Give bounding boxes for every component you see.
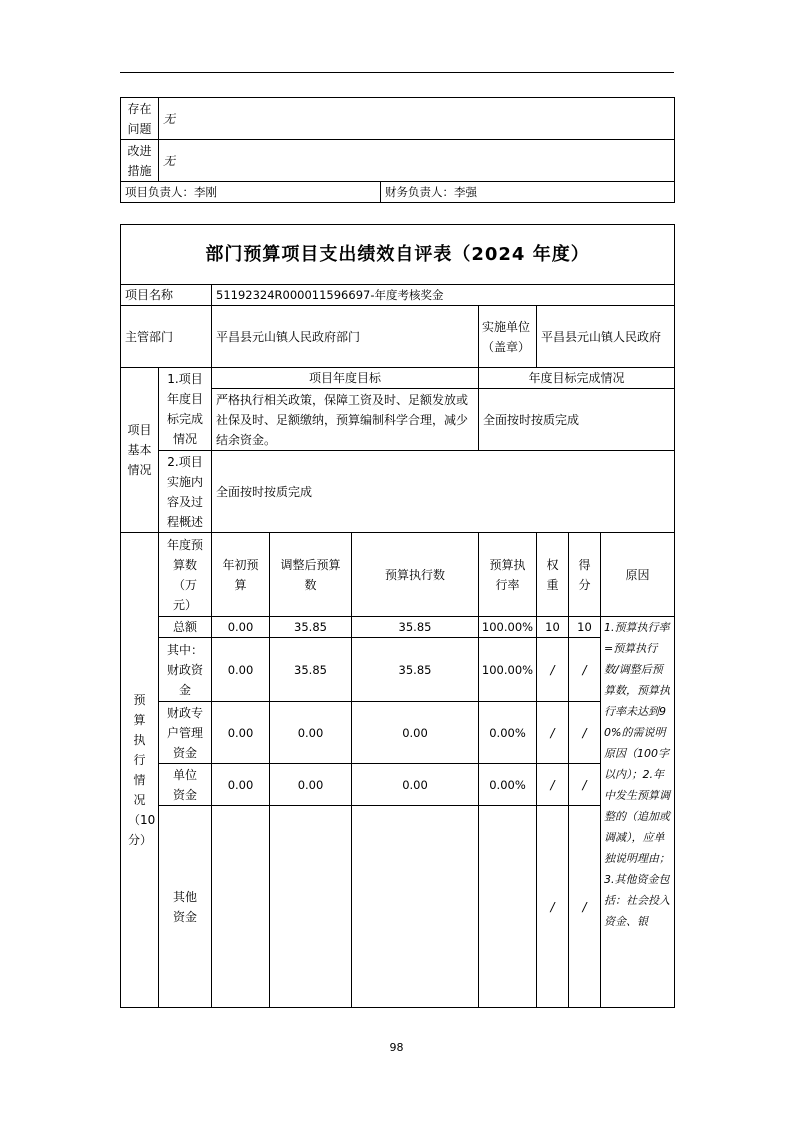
table-row <box>121 638 675 702</box>
header-rule <box>120 72 674 73</box>
header-reason: 原因 <box>601 533 675 617</box>
cell-adjusted: 35.85 <box>270 638 352 702</box>
dept-label: 主管部门 <box>121 306 212 368</box>
issues-value: 无 <box>159 98 675 140</box>
goal-done-text: 全面按时按质完成 <box>479 389 675 451</box>
goal-header: 项目年度目标 <box>212 368 479 389</box>
header-adjusted: 调整后预算数 <box>270 533 352 617</box>
cell-weight: 10 <box>537 617 569 638</box>
cell-executed <box>352 806 479 1008</box>
project-name-value: 51192324R000011596697-年度考核奖金 <box>212 285 675 306</box>
improve-label: 改进措施 <box>121 140 159 182</box>
cell-adjusted: 35.85 <box>270 617 352 638</box>
table-row <box>121 806 675 1008</box>
goal-label: 1.项目年度目标完成情况 <box>159 368 212 451</box>
cell-executed: 0.00 <box>352 764 479 806</box>
header-annual-budget: 年度预算数（万元） <box>159 533 212 617</box>
cell-executed: 0.00 <box>352 702 479 764</box>
cell-score: / <box>569 764 601 806</box>
reason-note: 1.预算执行率=预算执行数/调整后预算数，预算执行率未达到90%的需说明原因（100字以内）；2.年中发生预算调整的（追加或调减），应单独说明理由；3.其他资金包括：社会投入资金、银 <box>601 617 675 1008</box>
header-rate: 预算执行率 <box>479 533 537 617</box>
finance-lead: 财务负责人：李强 <box>381 182 675 203</box>
cell-score: 10 <box>569 617 601 638</box>
cell-adjusted: 0.00 <box>270 702 352 764</box>
cell-rate <box>479 806 537 1008</box>
page-number: 98 <box>389 1041 404 1054</box>
row-label: 其中：财政资金 <box>159 638 212 702</box>
goal-text: 严格执行相关政策，保障工资及时、足额发放或社保及时、足额缴纳，预算编制科学合理，减少结余资金。 <box>212 389 479 451</box>
cell-initial <box>212 806 270 1008</box>
cell-weight: / <box>537 764 569 806</box>
cell-score: / <box>569 806 601 1008</box>
cell-weight: / <box>537 702 569 764</box>
overview-label: 2.项目实施内容及过程概述 <box>159 451 212 533</box>
cell-weight: / <box>537 638 569 702</box>
form-title: 部门预算项目支出绩效自评表（2024 年度） <box>121 225 675 285</box>
cell-adjusted: 0.00 <box>270 764 352 806</box>
basic-info-label: 项目基本情况 <box>121 368 159 533</box>
row-label: 财政专户管理资金 <box>159 702 212 764</box>
cell-rate: 100.00% <box>479 638 537 702</box>
budget-label: 预算执行情况（10分） <box>121 533 159 1008</box>
overview-text: 全面按时按质完成 <box>212 451 675 533</box>
row-label: 单位资金 <box>159 764 212 806</box>
cell-rate: 0.00% <box>479 702 537 764</box>
issues-table <box>120 97 675 203</box>
row-label: 总额 <box>159 617 212 638</box>
cell-score: / <box>569 638 601 702</box>
cell-rate: 0.00% <box>479 764 537 806</box>
issues-label: 存在问题 <box>121 98 159 140</box>
goal-done-header: 年度目标完成情况 <box>479 368 675 389</box>
cell-score: / <box>569 702 601 764</box>
cell-initial: 0.00 <box>212 617 270 638</box>
performance-form <box>120 224 675 1008</box>
impl-unit-value: 平昌县元山镇人民政府 <box>537 306 675 368</box>
cell-initial: 0.00 <box>212 764 270 806</box>
header-initial: 年初预算 <box>212 533 270 617</box>
table-row <box>121 764 675 806</box>
project-name-label: 项目名称 <box>121 285 212 306</box>
header-executed: 预算执行数 <box>352 533 479 617</box>
table-row <box>121 702 675 764</box>
dept-value: 平昌县元山镇人民政府部门 <box>212 306 479 368</box>
table-row <box>121 617 675 638</box>
cell-weight: / <box>537 806 569 1008</box>
cell-initial: 0.00 <box>212 702 270 764</box>
header-score: 得分 <box>569 533 601 617</box>
header-weight: 权重 <box>537 533 569 617</box>
cell-executed: 35.85 <box>352 638 479 702</box>
cell-adjusted <box>270 806 352 1008</box>
cell-rate: 100.00% <box>479 617 537 638</box>
cell-initial: 0.00 <box>212 638 270 702</box>
impl-unit-label: 实施单位（盖章） <box>479 306 537 368</box>
row-label: 其他资金 <box>159 806 212 1008</box>
cell-executed: 35.85 <box>352 617 479 638</box>
project-lead: 项目负责人：李刚 <box>121 182 381 203</box>
improve-value: 无 <box>159 140 675 182</box>
